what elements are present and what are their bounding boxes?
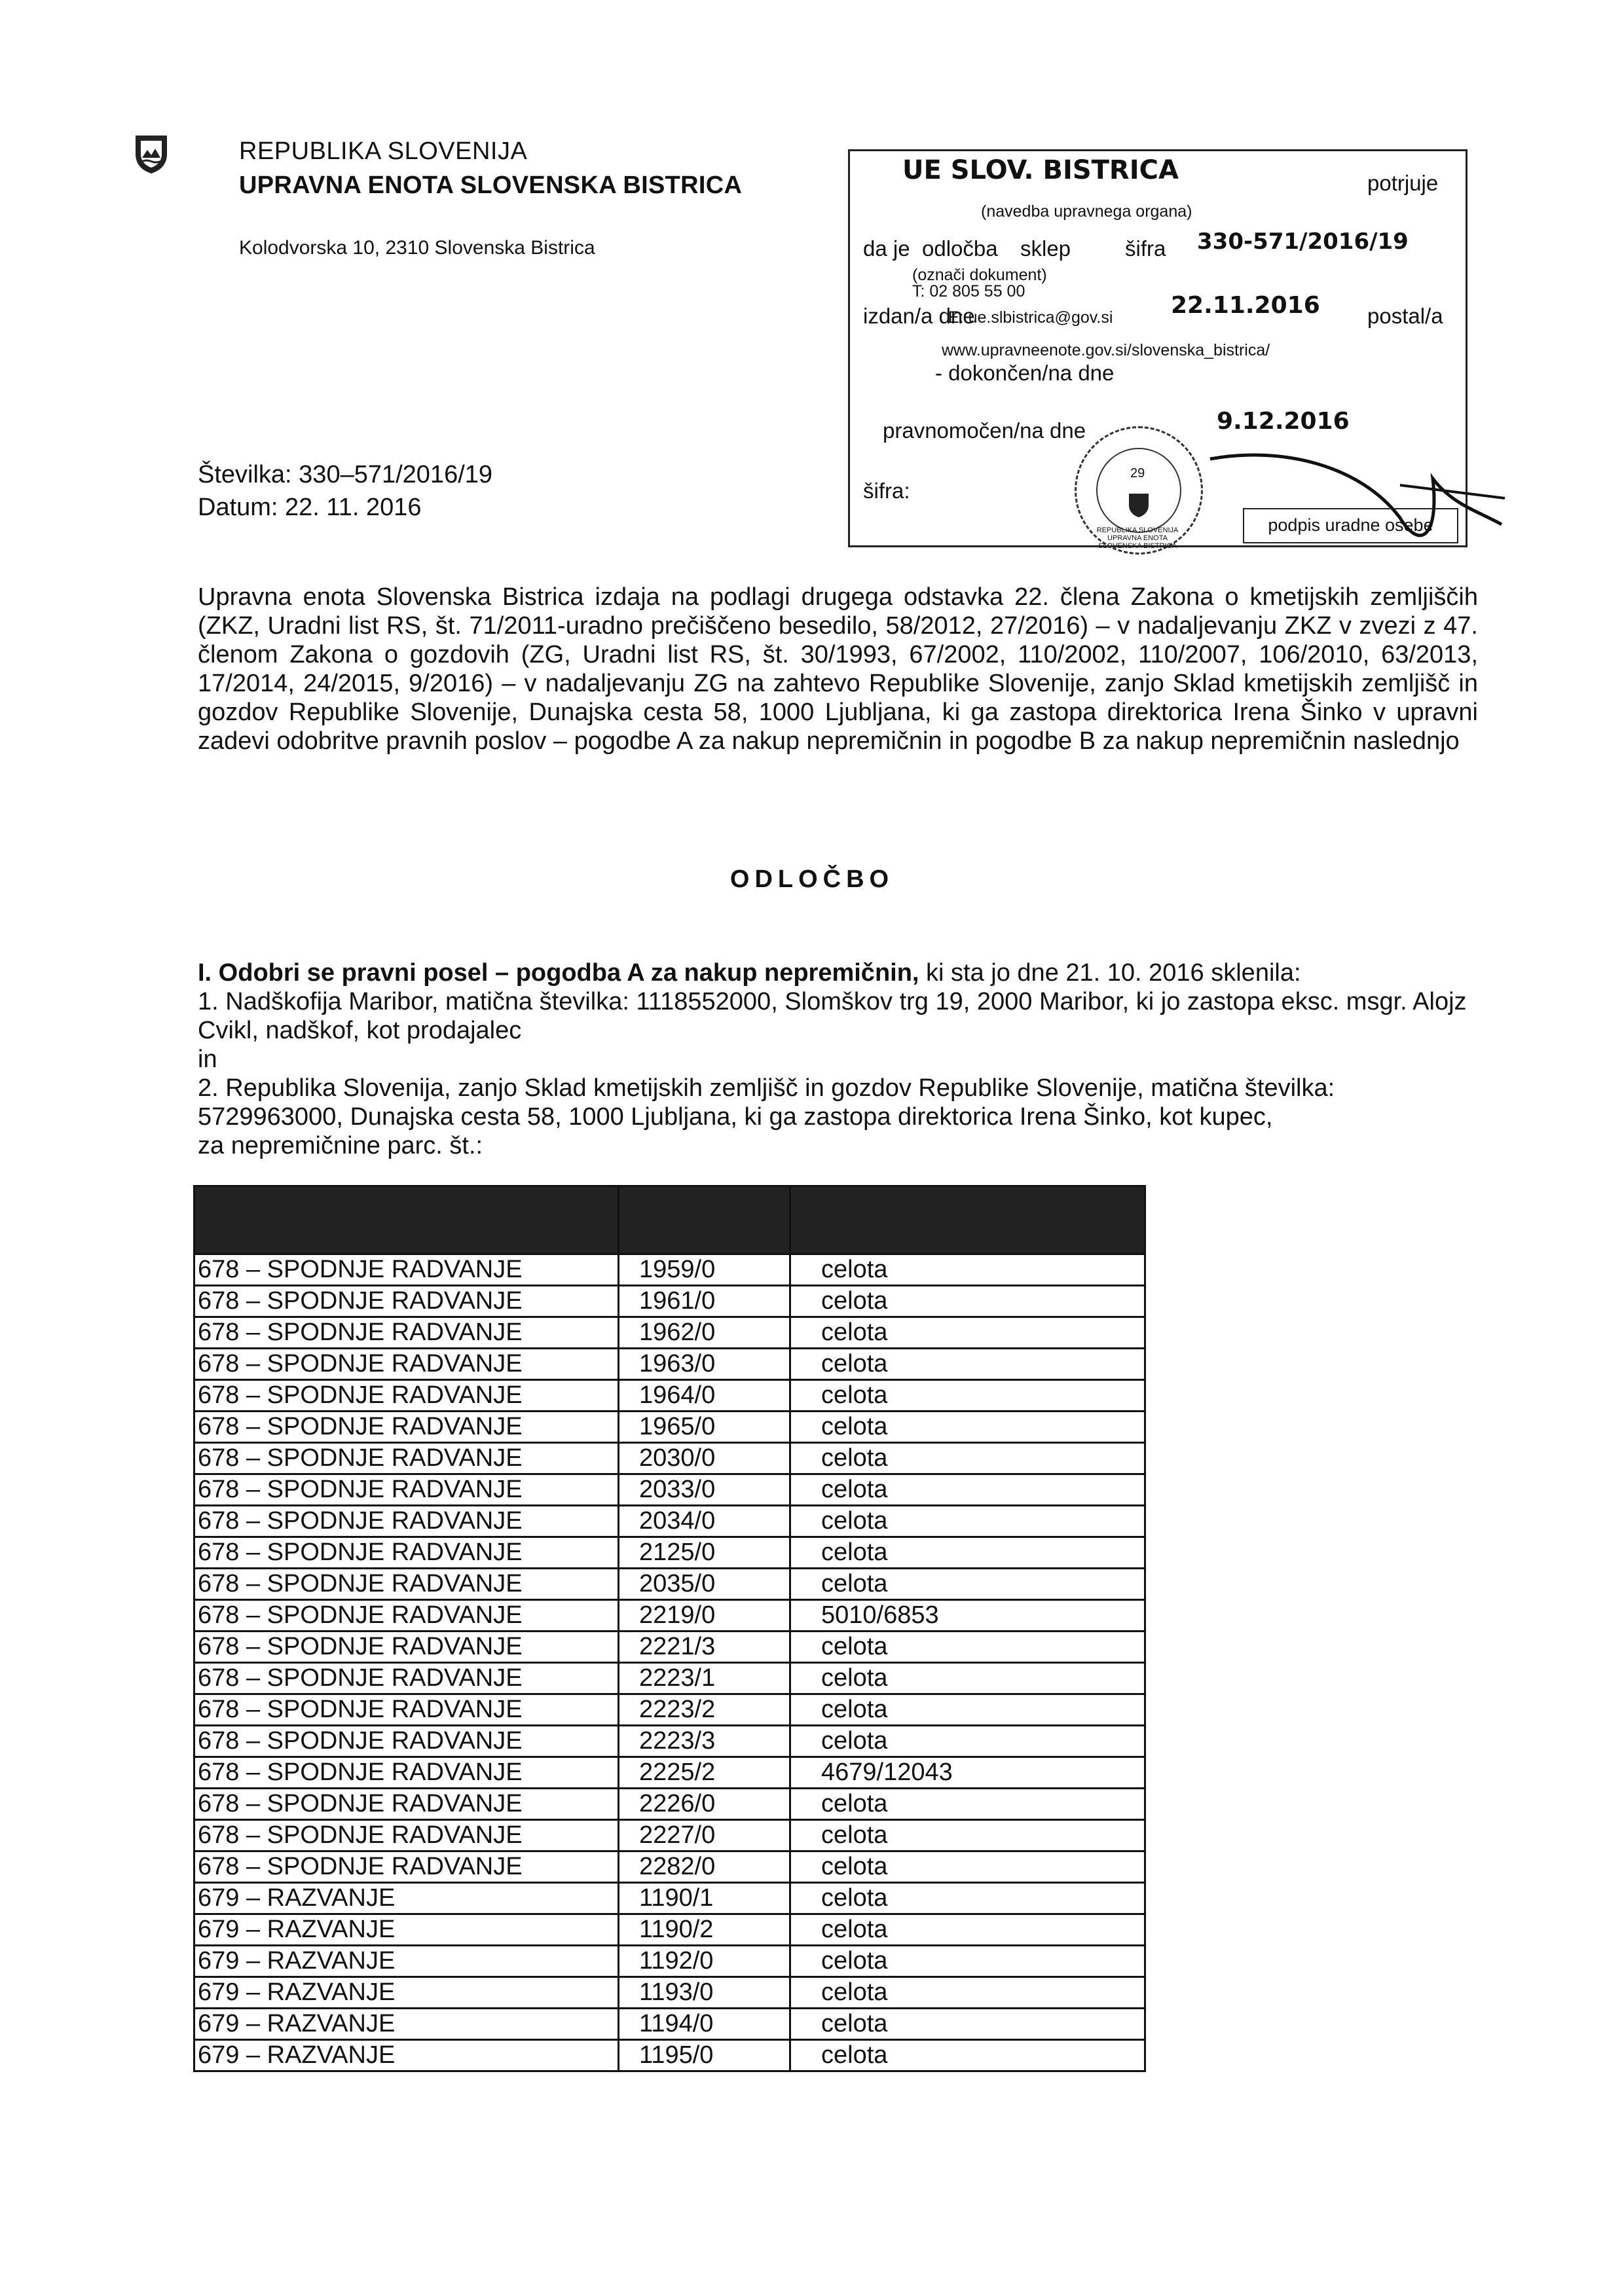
table-row: [194, 1443, 1145, 1474]
cadastral-cell: 678 – SPODNJE RADVANJE: [194, 1600, 619, 1631]
parcel-cell: 1190/1: [619, 1883, 790, 1914]
parcel-cell: 1193/0: [619, 1977, 790, 2009]
stamp-email: E: ue.slbistrica@gov.si: [948, 308, 1113, 327]
cadastral-cell: 679 – RAZVANJE: [194, 1977, 619, 2009]
cadastral-cell: 679 – RAZVANJE: [194, 2040, 619, 2071]
share-cell: celota: [790, 1443, 1145, 1474]
table-row: [194, 1977, 1145, 2009]
stamp-web: www.upravneenote.gov.si/slovenska_bistrica/: [942, 341, 1270, 359]
share-cell: celota: [790, 1914, 1145, 1946]
table-row: [194, 1412, 1145, 1443]
table-row: [194, 1317, 1145, 1349]
stamp-organ-note: (navedba upravnega organa): [981, 202, 1192, 221]
table-row: [194, 1286, 1145, 1317]
intro-paragraph: Upravna enota Slovenska Bistrica izdaja na podlagi drugega odstavka 22. člena Zakona o kmetijskih zemljiščih (ZKZ, Uradni list RS, št. 71/2011-uradno prečiščeno besedilo, 58/2012, 27/2016) – v nadaljevanju ZKZ v zvezi z 47. členom Zakona o gozdovih (ZG, Uradni list RS, št. 30/1993, 67/2002, 110/2002, 110/2007, 106/2010, 63/2013, 17/2014, 24/2015, 9/2016) – v nadaljevanju ZG na zahtevo Republike Slovenije, zanjo Sklad kmetijskih zemljišč in gozdov Republike Slovenije, Dunajska cesta 58, 1000 Ljubljana, ki ga zastopa direktorica Irena Šinko v upravni zadevi odobritve pravnih poslov – pogodbe A za nakup nepremičnin in pogodbe B za nakup nepremičnin naslednjo: [198, 583, 1478, 755]
header-share: solastniški delež površina: [790, 1186, 1145, 1254]
table-row: [194, 1851, 1145, 1883]
party-seller: 1. Nadškofija Maribor, matična številka: 1118552000, Slomškov trg 19, 2000 Maribor, ki jo zastopa eksc. msgr. Alojz Cvikl, nadškof, kot prodajalec: [198, 988, 1467, 1044]
stamp-sklep: sklep: [1020, 236, 1071, 261]
table-row: [194, 1757, 1145, 1789]
cadastral-cell: 678 – SPODNJE RADVANJE: [194, 1726, 619, 1757]
share-cell: celota: [790, 1412, 1145, 1443]
stamp-sifra2: šifra:: [863, 479, 910, 503]
parcel-cell: 2033/0: [619, 1474, 790, 1506]
parcel-cell: 1194/0: [619, 2009, 790, 2040]
parcel-cell: 1192/0: [619, 1946, 790, 1977]
finality-stamp: [848, 149, 1467, 550]
cadastral-cell: 678 – SPODNJE RADVANJE: [194, 1694, 619, 1726]
share-cell: celota: [790, 1946, 1145, 1977]
round-seal: [1075, 426, 1203, 555]
table-row: [194, 1914, 1145, 1946]
cadastral-cell: 679 – RAZVANJE: [194, 2009, 619, 2040]
stamp-potrjuje: potrjuje: [1367, 171, 1439, 195]
table-row: [194, 1946, 1145, 1977]
share-cell: celota: [790, 1663, 1145, 1694]
header-office: UPRAVNA ENOTA SLOVENSKA BISTRICA: [239, 172, 743, 199]
parcel-cell: 2125/0: [619, 1537, 790, 1569]
parcel-cell: 1959/0: [619, 1254, 790, 1286]
cadastral-cell: 678 – SPODNJE RADVANJE: [194, 1789, 619, 1820]
document-title: ODLOČBO: [729, 866, 895, 893]
header-parcel: parc. št.: [619, 1186, 790, 1254]
parcel-cell: 2219/0: [619, 1600, 790, 1631]
table-row: [194, 1820, 1145, 1851]
parcel-cell: 1964/0: [619, 1380, 790, 1412]
parcel-cell: 1965/0: [619, 1412, 790, 1443]
parcel-cell: 1961/0: [619, 1286, 790, 1317]
parcel-cell: 2221/3: [619, 1631, 790, 1663]
share-cell: celota: [790, 1631, 1145, 1663]
table-row: [194, 1600, 1145, 1631]
parcel-cell: 2030/0: [619, 1443, 790, 1474]
party-buyer: 2. Republika Slovenija, zanjo Sklad kmetijskih zemljišč in gozdov Republike Slovenije, matična številka: 5729963000, Dunajska cesta 58, 1000 Ljubljana, ki ga zastopa direktorica Irena Šinko, kot kupec,: [198, 1074, 1335, 1131]
parcel-cell: 1963/0: [619, 1349, 790, 1380]
table-row: [194, 2040, 1145, 2071]
section-1-heading-rest: ki sta jo dne 21. 10. 2016 sklenila:: [919, 959, 1301, 987]
cadastral-cell: 678 – SPODNJE RADVANJE: [194, 1820, 619, 1851]
stamp-postal: postal/a: [1367, 304, 1443, 328]
share-cell: celota: [790, 1349, 1145, 1380]
reference-date: Datum: 22. 11. 2016: [198, 494, 422, 521]
section-1: [198, 958, 1478, 1160]
cadastral-cell: 678 – SPODNJE RADVANJE: [194, 1663, 619, 1694]
stamp-issued-date-handwritten: 22.11.2016: [1171, 292, 1320, 319]
share-cell: 5010/6853: [790, 1600, 1145, 1631]
table-row: [194, 1349, 1145, 1380]
cadastral-cell: 679 – RAZVANJE: [194, 1883, 619, 1914]
reference-number: Številka: 330–571/2016/19: [198, 461, 493, 488]
share-cell: celota: [790, 1537, 1145, 1569]
share-cell: celota: [790, 1694, 1145, 1726]
cadastral-cell: 678 – SPODNJE RADVANJE: [194, 1506, 619, 1537]
stamp-phone: T: 02 805 55 00: [912, 282, 1025, 301]
table-row: [194, 1789, 1145, 1820]
parcels-table: [193, 1185, 1146, 2072]
stamp-da-je: da je: [863, 236, 910, 261]
cadastral-cell: 678 – SPODNJE RADVANJE: [194, 1569, 619, 1600]
table-row: [194, 1474, 1145, 1506]
share-cell: celota: [790, 1726, 1145, 1757]
share-cell: celota: [790, 1789, 1145, 1820]
parcel-cell: 2223/2: [619, 1694, 790, 1726]
parcel-cell: 2226/0: [619, 1789, 790, 1820]
table-row: [194, 1694, 1145, 1726]
table-row: [194, 1254, 1145, 1286]
stamp-sifra-label: šifra: [1125, 236, 1166, 261]
cadastral-cell: 678 – SPODNJE RADVANJE: [194, 1443, 619, 1474]
stamp-pravnomocen: pravnomočen/na dne: [883, 418, 1086, 443]
table-row: [194, 1663, 1145, 1694]
seal-number: 29: [1130, 466, 1145, 481]
stamp-izdan: izdan/a dne: [863, 304, 975, 328]
table-row: [194, 1883, 1145, 1914]
cadastral-cell: 678 – SPODNJE RADVANJE: [194, 1286, 619, 1317]
parcels-label: za nepremičnine parc. št.:: [198, 1132, 483, 1159]
share-cell: celota: [790, 1474, 1145, 1506]
parcel-cell: 2227/0: [619, 1820, 790, 1851]
parcel-cell: 2034/0: [619, 1506, 790, 1537]
table-header-row: [194, 1186, 1145, 1254]
share-cell: celota: [790, 1317, 1145, 1349]
parcel-cell: 2282/0: [619, 1851, 790, 1883]
share-cell: 4679/12043: [790, 1757, 1145, 1789]
share-cell: celota: [790, 1820, 1145, 1851]
cadastral-cell: 678 – SPODNJE RADVANJE: [194, 1412, 619, 1443]
header-address: Kolodvorska 10, 2310 Slovenska Bistrica: [239, 237, 595, 259]
parcel-cell: 1190/2: [619, 1914, 790, 1946]
stamp-final-date-handwritten: 9.12.2016: [1217, 408, 1350, 435]
section-1-heading: I. Odobri se pravni posel – pogodba A za nakup nepremičnin,: [198, 959, 919, 987]
table-row: [194, 1569, 1145, 1600]
seal-text: REPUBLIKA SLOVENIJA UPRAVNA ENOTA SLOVENSKA BISTRICA: [1096, 526, 1179, 550]
header-republic: REPUBLIKA SLOVENIJA: [239, 137, 528, 165]
parcel-cell: 1962/0: [619, 1317, 790, 1349]
parcel-cell: 1195/0: [619, 2040, 790, 2071]
table-row: [194, 2009, 1145, 2040]
share-cell: celota: [790, 1569, 1145, 1600]
signature-label: podpis uradne osebe: [1243, 508, 1458, 543]
share-cell: celota: [790, 1851, 1145, 1883]
parcel-cell: 2223/1: [619, 1663, 790, 1694]
cadastral-cell: 678 – SPODNJE RADVANJE: [194, 1254, 619, 1286]
coat-of-arms-icon: [134, 134, 168, 175]
cadastral-cell: 678 – SPODNJE RADVANJE: [194, 1631, 619, 1663]
stamp-dokoncen: - dokončen/na dne: [935, 361, 1115, 385]
cadastral-cell: 679 – RAZVANJE: [194, 1946, 619, 1977]
share-cell: celota: [790, 2009, 1145, 2040]
conjunction-in: in: [198, 1046, 217, 1073]
share-cell: celota: [790, 1977, 1145, 2009]
stamp-office-handwritten: UE SLOV. BISTRICA: [902, 155, 1179, 185]
parcel-cell: 2035/0: [619, 1569, 790, 1600]
cadastral-cell: 678 – SPODNJE RADVANJE: [194, 1317, 619, 1349]
parcel-cell: 2223/3: [619, 1726, 790, 1757]
cadastral-cell: 678 – SPODNJE RADVANJE: [194, 1757, 619, 1789]
stamp-odlocba: odločba: [922, 236, 998, 261]
share-cell: celota: [790, 1506, 1145, 1537]
share-cell: celota: [790, 1380, 1145, 1412]
share-cell: celota: [790, 1883, 1145, 1914]
cadastral-cell: 678 – SPODNJE RADVANJE: [194, 1474, 619, 1506]
cadastral-cell: 678 – SPODNJE RADVANJE: [194, 1380, 619, 1412]
reference-block: [198, 458, 492, 524]
header-cadastral: šifra in ime katastrske občine: [194, 1186, 619, 1254]
cadastral-cell: 679 – RAZVANJE: [194, 1914, 619, 1946]
table-row: [194, 1537, 1145, 1569]
table-row: [194, 1506, 1145, 1537]
table-row: [194, 1380, 1145, 1412]
stamp-act-note: (označi dokument): [912, 266, 1047, 284]
table-row: [194, 1631, 1145, 1663]
table-row: [194, 1726, 1145, 1757]
share-cell: celota: [790, 1254, 1145, 1286]
cadastral-cell: 678 – SPODNJE RADVANJE: [194, 1349, 619, 1380]
parcel-cell: 2225/2: [619, 1757, 790, 1789]
cadastral-cell: 678 – SPODNJE RADVANJE: [194, 1537, 619, 1569]
share-cell: celota: [790, 1286, 1145, 1317]
stamp-sifra-handwritten: 330-571/2016/19: [1197, 228, 1409, 255]
share-cell: celota: [790, 2040, 1145, 2071]
cadastral-cell: 678 – SPODNJE RADVANJE: [194, 1851, 619, 1883]
